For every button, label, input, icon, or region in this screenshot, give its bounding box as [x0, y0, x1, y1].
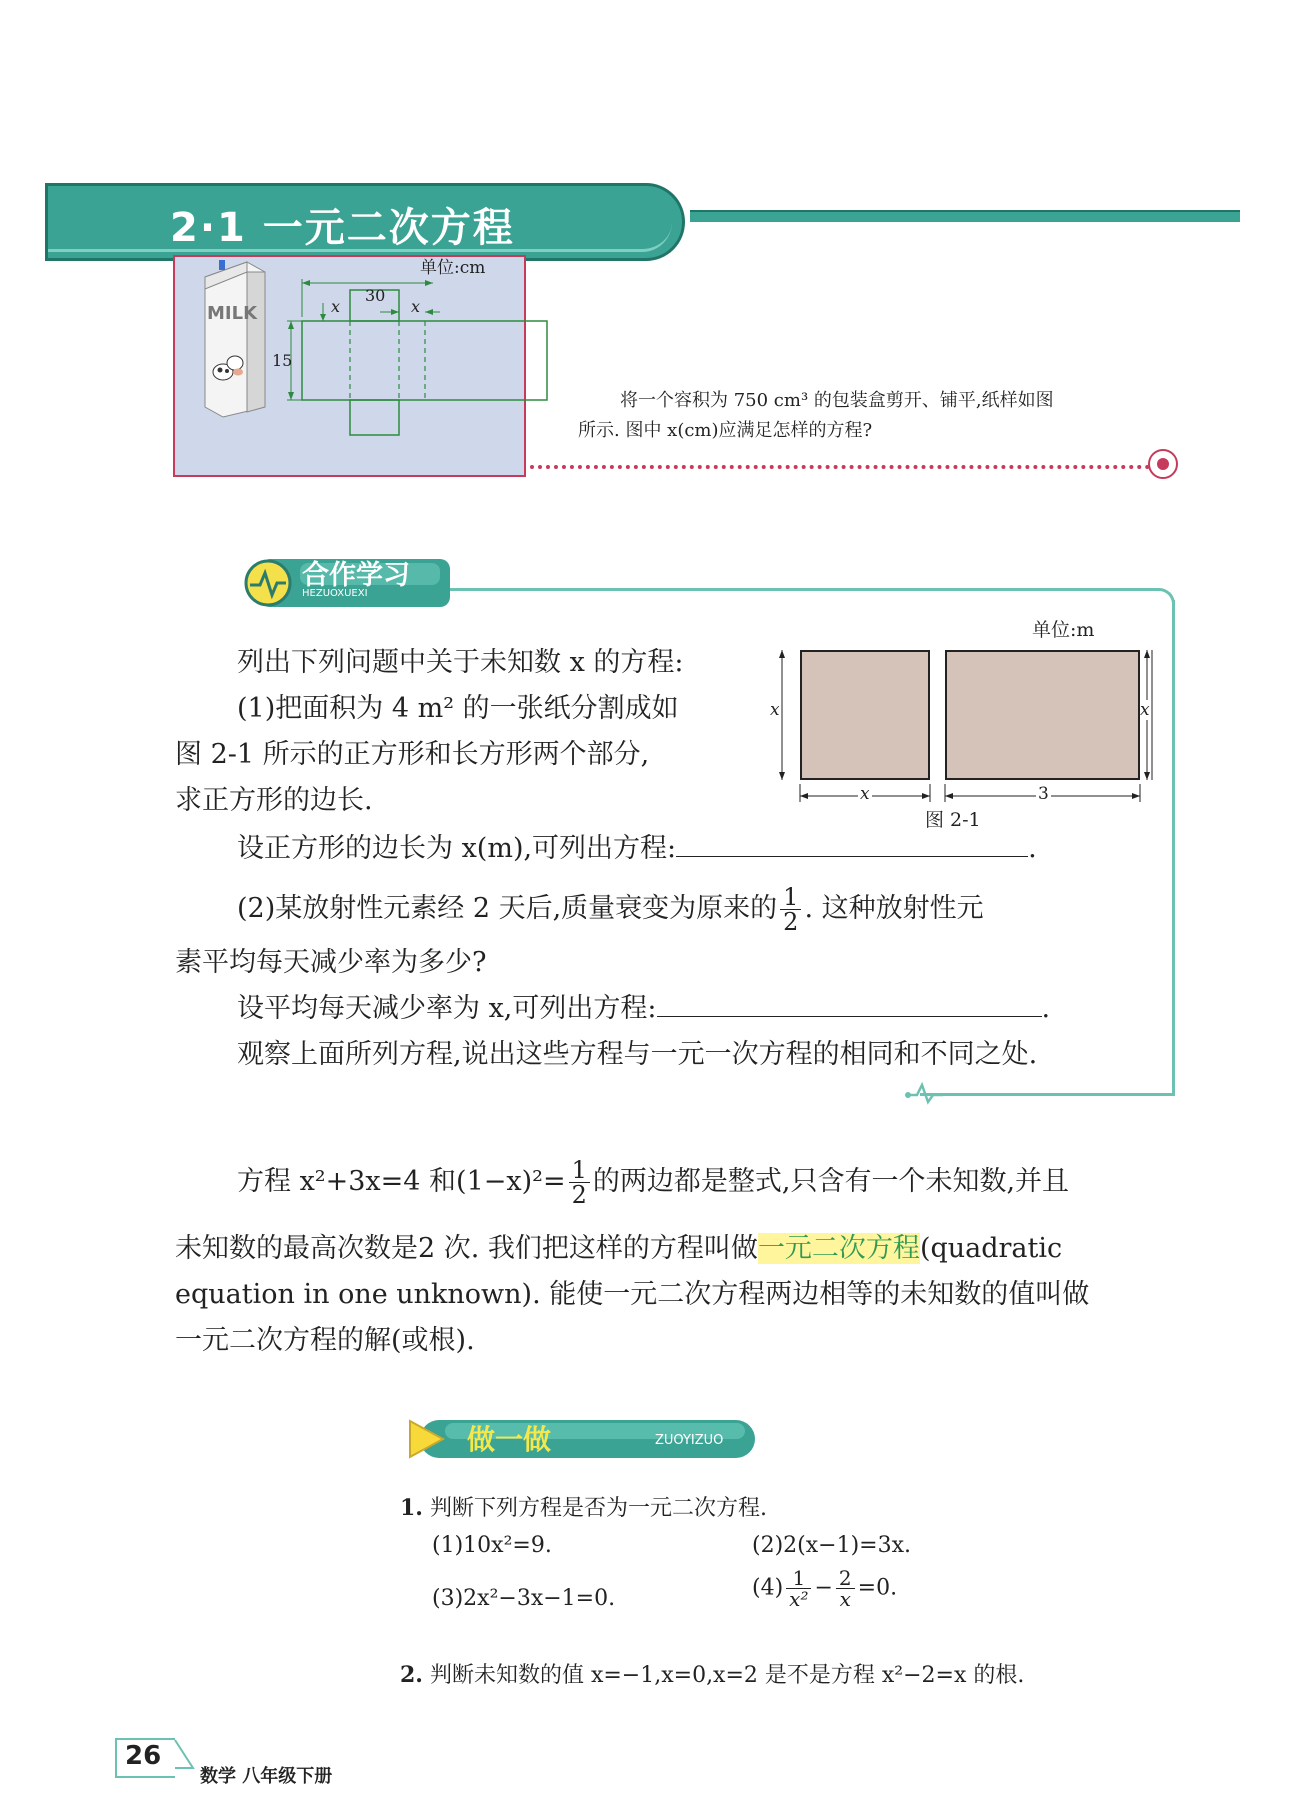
intro-text-line-1: 将一个容积为 750 cm³ 的包装盒剪开、铺平,纸样如图 [620, 390, 1054, 411]
coop-badge [240, 553, 455, 611]
q1-number: 1. [400, 1495, 423, 1521]
milk-label: MILK [207, 303, 258, 324]
definition-line-1 [237, 1158, 1069, 1207]
p2-answer-blank [657, 990, 1042, 1017]
p1-answer-period: . [1028, 833, 1037, 864]
exercise-q1-d [752, 1568, 897, 1609]
figure-dimension-lines [770, 610, 1150, 810]
coop-p1-line-1: (1)把面积为 4 m² 的一张纸分割成如 [237, 693, 679, 724]
definition-line-1-pre: 方程 x²+3x=4 和(1−x)²= [237, 1166, 566, 1197]
coop-frame-right [1172, 600, 1175, 1090]
dim-x-label-1: x [331, 297, 341, 316]
q1-d-fraction-1: $\frac{1}{\text{x²}}$ [786, 1568, 811, 1609]
definition-line-4: 一元二次方程的解(或根). [175, 1325, 475, 1356]
exercise-q1 [400, 1490, 767, 1527]
coop-p2-line-2: 素平均每天减少率为多少? [175, 947, 487, 978]
coop-p1-line-3: 求正方形的边长. [175, 785, 373, 816]
page-number: 26 [125, 1741, 162, 1771]
q1-d-end: =0. [857, 1575, 898, 1601]
exercise-badge-title: 做一做 [467, 1423, 552, 1456]
definition-half-fraction: $\frac{1}{2}$ [569, 1158, 590, 1207]
intro-unit-label: 单位:cm [420, 258, 486, 278]
milk-box-net-diagram [175, 257, 524, 475]
figure-caption: 图 2-1 [925, 809, 981, 831]
coop-p1-line-2: 图 2-1 所示的正方形和长方形两个部分, [175, 739, 650, 770]
key-term-highlight: 一元二次方程 [757, 1233, 920, 1264]
intro-problem-text [578, 386, 1138, 446]
dim-width-label: 30 [365, 286, 386, 305]
exercise-badge-pinyin: ZUOYIZUO [655, 1433, 724, 1448]
definition-line-3: equation in one unknown). 能使一元二次方程两边相等的未知数的值叫做 [175, 1279, 1090, 1310]
definition-line-1-post: 的两边都是整式,只含有一个未知数,并且 [592, 1166, 1070, 1197]
section-title: 2·1 一元二次方程 [170, 205, 515, 251]
q2-number: 2. [400, 1662, 423, 1688]
coop-p2-answer [237, 986, 1050, 1032]
coop-p2-line-1 [237, 885, 984, 934]
target-marker-dot [1157, 458, 1169, 470]
figure-right-side-label: x [1140, 700, 1150, 720]
title-rule [690, 210, 1240, 222]
q1-d-fraction-2: $\frac{2}{x}$ [836, 1568, 855, 1609]
exercise-q2 [400, 1657, 1024, 1694]
definition-line-2-post: (quadratic [919, 1233, 1063, 1264]
coop-observe: 观察上面所列方程,说出这些方程与一元一次方程的相同和不同之处. [237, 1039, 1038, 1070]
coop-p2-answer-text: 设平均每天减少率为 x,可列出方程: [237, 993, 657, 1024]
coop-p2-line-1-post: . 这种放射性元 [804, 893, 984, 924]
dim-height-label: 15 [272, 351, 293, 370]
figure-left-bottom-label: x [860, 784, 870, 804]
coop-badge-pinyin: HEZUOXUEXI [302, 588, 368, 599]
p2-answer-period: . [1041, 993, 1051, 1024]
exercise-q1-c: (3)2x²−3x−1=0. [432, 1586, 616, 1611]
page-corner-arrow [173, 1738, 203, 1778]
figure-unit-label: 单位:m [1032, 619, 1095, 641]
intro-text-line-2: 所示. 图中 x(cm)应满足怎样的方程? [578, 420, 873, 441]
intro-illustration [173, 255, 526, 477]
q1-text: 判断下列方程是否为一元二次方程. [429, 1496, 767, 1521]
exercise-q1-b: (2)2(x−1)=3x. [752, 1533, 911, 1558]
p1-answer-blank [676, 830, 1028, 857]
definition-line-2-pre: 未知数的最高次数是2 次. 我们把这样的方程叫做 [175, 1233, 758, 1264]
coop-badge-title: 合作学习 [302, 560, 410, 591]
book-title: 数学 八年级下册 [200, 1766, 333, 1787]
exercise-badge [405, 1415, 760, 1463]
coop-frame-bottom [920, 1093, 1175, 1096]
dotted-divider [530, 465, 1150, 469]
coop-intro-line: 列出下列问题中关于未知数 x 的方程: [237, 647, 684, 678]
exercise-q1-a: (1)10x²=9. [432, 1533, 552, 1558]
figure-2-1 [770, 610, 1150, 830]
coop-p1-answer [237, 826, 1037, 872]
coop-p1-answer-text: 设正方形的边长为 x(m),可列出方程: [237, 833, 677, 864]
q1-d-minus: − [814, 1575, 833, 1601]
q1-d-label: (4) [752, 1575, 784, 1601]
figure-left-side-label: x [770, 700, 780, 720]
heartbeat-squiggle-icon [905, 1082, 945, 1104]
definition-line-2 [175, 1226, 1062, 1272]
figure-right-bottom-label: 3 [1038, 784, 1049, 804]
q2-text: 判断未知数的值 x=−1,x=0,x=2 是不是方程 x²−2=x 的根. [429, 1663, 1025, 1688]
half-fraction: $\frac{1}{2}$ [780, 885, 801, 934]
coop-p2-line-1-pre: (2)某放射性元素经 2 天后,质量衰变为原来的 [237, 893, 778, 924]
dim-x-label-2: x [411, 297, 421, 316]
